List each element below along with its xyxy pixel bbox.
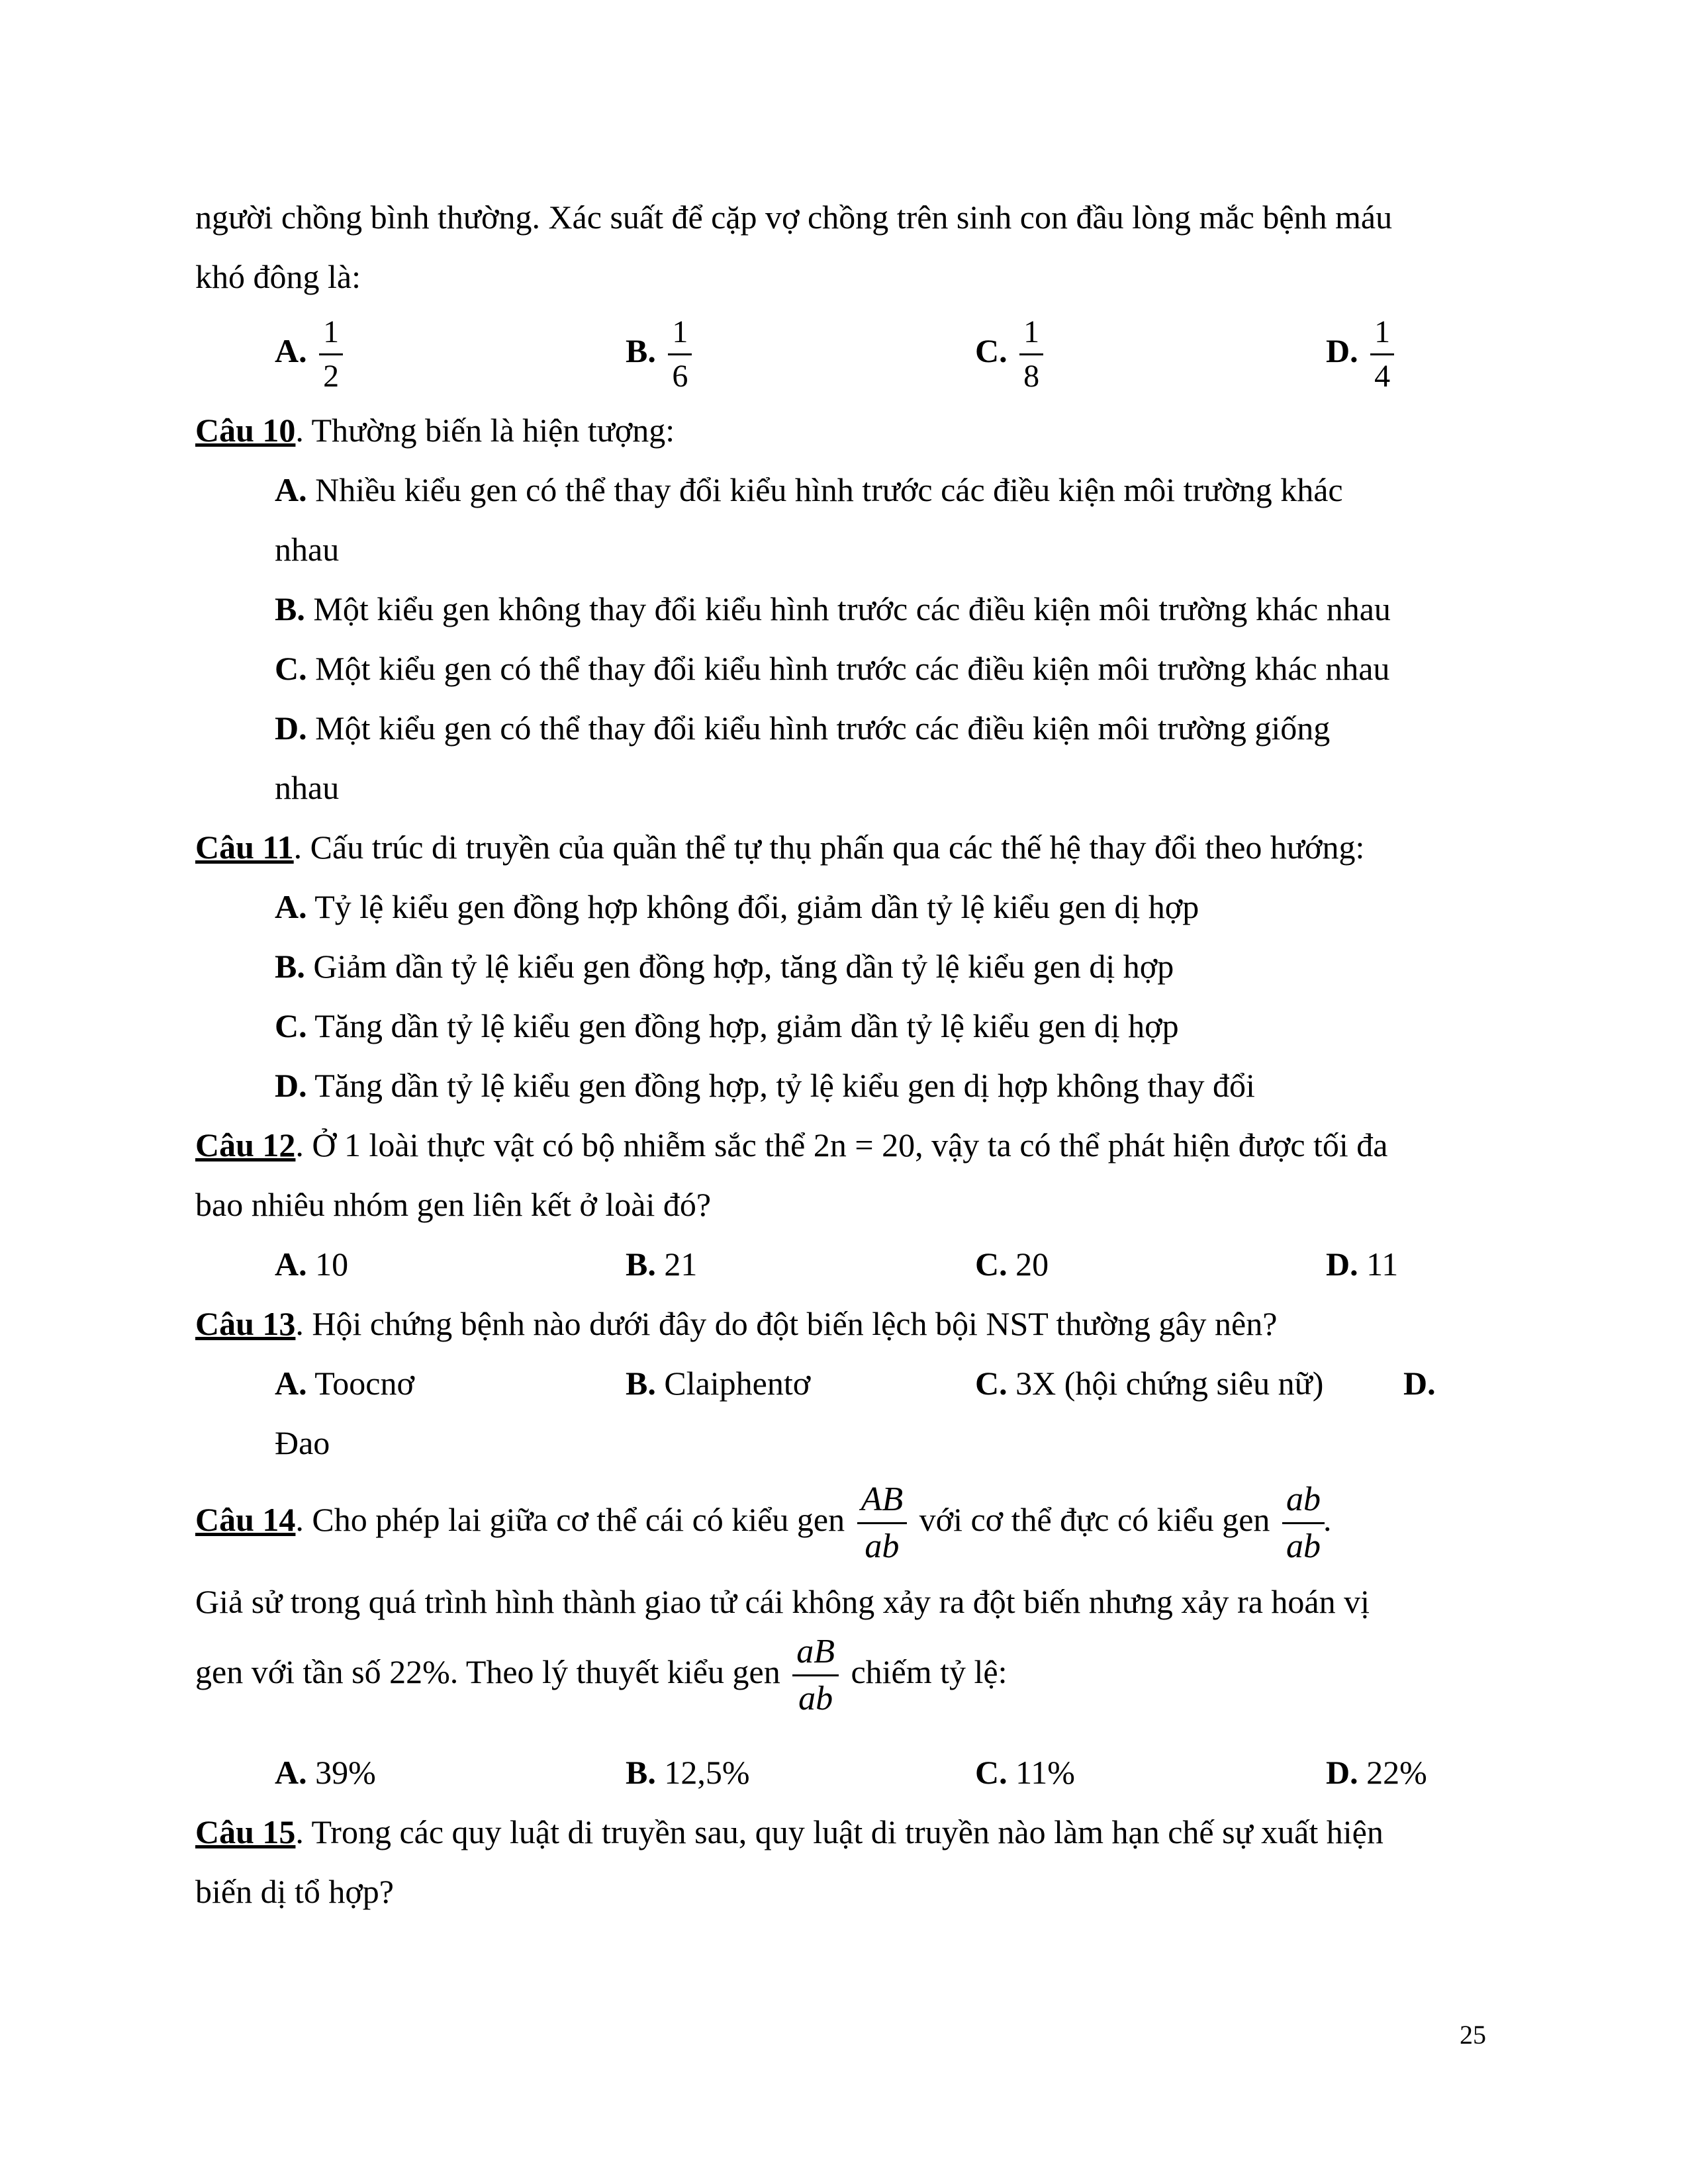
question-15-wrap: biến dị tổ hợp? [195,1873,394,1910]
question-label: Câu 12 [195,1126,296,1163]
question-label: Câu 13 [195,1305,296,1342]
question-13: Câu 13. Hội chứng bệnh nào dưới đây do đột biến lệch bội NST thường gây nên? [195,1305,1278,1342]
q12-option-c: C. 20 [975,1246,1049,1283]
q13-option-a: A. Toocnơ [275,1365,414,1402]
q11-option-a: A. Tỷ lệ kiểu gen đồng hợp không đổi, giảm dần tỷ lệ kiểu gen dị hợp [275,888,1199,925]
q11-option-c: C. Tăng dần tỷ lệ kiểu gen đồng hợp, giảm dần tỷ lệ kiểu gen dị hợp [275,1007,1179,1044]
q12-option-b: B. 21 [626,1246,698,1283]
q13-option-d-wrap: Đao [275,1424,330,1461]
q10-option-c: C. Một kiểu gen có thể thay đổi kiểu hình trước các điều kiện môi trường khác nhau [275,650,1390,687]
question-12: Câu 12. Ở 1 loài thực vật có bộ nhiễm sắc thể 2n = 20, vậy ta có thể phát hiện được tối đa [195,1126,1388,1163]
intro-option-b: B. $\frac{1}{6}$ [626,316,696,392]
question-label: Câu 14 [195,1500,296,1538]
question-label: Câu 10 [195,412,296,449]
q10-option-a: A. Nhiều kiểu gen có thể thay đổi kiểu hình trước các điều kiện môi trường khác [275,471,1343,508]
q14-option-d: D. 22% [1326,1754,1427,1791]
q13-option-b: B. Claiphentơ [626,1365,811,1402]
question-14: Câu 14. Cho phép lai giữa cơ thể cái có kiểu gen $\frac{AB}{ab}$ với cơ thể đực có kiểu gen $\frac{ab}{ab}$ . [195,1480,1332,1565]
q10-option-b: B. Một kiểu gen không thay đổi kiểu hình trước các điều kiện môi trường khác nhau [275,590,1391,627]
q13-option-c: C. 3X (hội chứng siêu nữ) [975,1365,1324,1402]
genotype-fraction-female: $\frac{AB}{ab}$ [857,1482,908,1564]
page-number: 25 [1460,2020,1486,2050]
question-label: Câu 11 [195,829,294,866]
fraction: $\frac{1}{8}$ [1019,316,1043,392]
genotype-fraction-target: $\frac{aB}{ab}$ [792,1635,839,1716]
question-12-wrap: bao nhiêu nhóm gen liên kết ở loài đó? [195,1186,712,1223]
q10-option-a-wrap: nhau [275,531,340,568]
q14-option-c: C. 11% [975,1754,1075,1791]
question-14-line-2: Giả sử trong quá trình hình thành giao tử cái không xảy ra đột biến nhưng xảy ra hoán vị [195,1583,1370,1620]
intro-line-1: người chồng bình thường. Xác suất để cặp vợ chồng trên sinh con đầu lòng mắc bệnh máu [195,199,1393,236]
intro-option-d: D. $\frac{1}{4}$ [1326,316,1398,392]
q11-option-b: B. Giảm dần tỷ lệ kiểu gen đồng hợp, tăng dần tỷ lệ kiểu gen dị hợp [275,948,1174,985]
q11-option-d: D. Tăng dần tỷ lệ kiểu gen đồng hợp, tỷ lệ kiểu gen dị hợp không thay đổi [275,1067,1255,1104]
fraction: $\frac{1}{2}$ [319,316,343,392]
q13-option-d: D. [1403,1365,1436,1402]
question-14-line-3: gen với tần số 22%. Theo lý thuyết kiểu gen $\frac{aB}{ab}$ chiếm tỷ lệ: [195,1633,1008,1717]
q12-option-d: D. 11 [1326,1246,1399,1283]
q12-option-a: A. 10 [275,1246,349,1283]
intro-line-2: khó đông là: [195,258,361,295]
q14-option-a: A. 39% [275,1754,376,1791]
question-label: Câu 15 [195,1813,296,1850]
genotype-fraction-male: $\frac{ab}{ab}$ [1282,1482,1325,1564]
question-15: Câu 15. Trong các quy luật di truyền sau, quy luật di truyền nào làm hạn chế sự xuất hiện [195,1813,1383,1850]
q10-option-d-wrap: nhau [275,769,340,806]
intro-option-c: C. $\frac{1}{8}$ [975,316,1047,392]
intro-option-a: A. $\frac{1}{2}$ [275,316,347,392]
question-11: Câu 11. Cấu trúc di truyền của quần thể tự thụ phấn qua các thế hệ thay đổi theo hướng: [195,829,1365,866]
q10-option-d: D. Một kiểu gen có thể thay đổi kiểu hình trước các điều kiện môi trường giống [275,709,1331,747]
fraction: $\frac{1}{6}$ [668,316,692,392]
question-10: Câu 10. Thường biến là hiện tượng: [195,412,675,449]
fraction: $\frac{1}{4}$ [1370,316,1394,392]
q14-option-b: B. 12,5% [626,1754,750,1791]
